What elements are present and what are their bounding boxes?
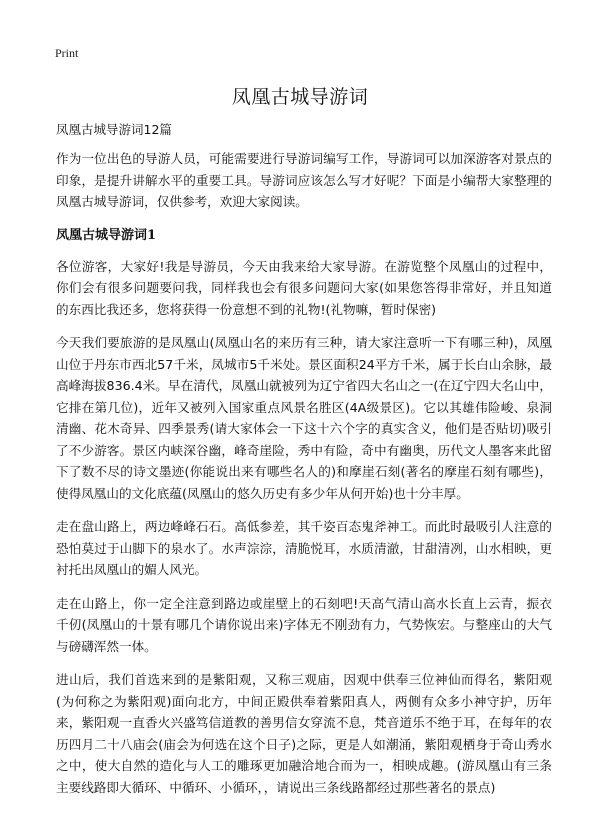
body-paragraph: 走在盘山路上，两边峰峰石石。高低参差，其千姿百态鬼斧神工。而此时最吸引人注意的恐怕莫过于山脚下的泉水了。水声淙淙，清脆悦耳，水质清澈，甘甜清冽，山水相映，更衬托出凤凰山的媚人风光。 [56, 519, 552, 577]
body-paragraph: 走在山路上，你一定全注意到路边或崖壁上的石刻吧!天高气清山高水长直上云青，振衣千仞(凤凰山的十景有哪几个请你说出来)字体无不刚劲有力，气势恢宏。与整座山的大气与磅礴浑然一体。 [56, 595, 552, 654]
intro-paragraph: 作为一位出色的导游人员，可能需要进行导游词编写工作，导游词可以加深游客对景点的印象，是提升讲解水平的重要工具。导游词应该怎么写才好呢？下面是小编帮大家整理的凤凰古城导游词，仅供参考，欢迎大家阅读。 [56, 151, 552, 209]
article-subtitle: 凤凰古城导游词12篇 [56, 122, 172, 137]
body-paragraph: 今天我们要旅游的是凤凰山(凤凰山名的来历有三种，请大家注意听一下有哪三种)，凤凰山位于丹东市西北57千米，凤城市5千米处。景区面积24平方千米，属于长白山余脉，最高峰海拔836.4米。早在清代，凤凰山就被列为辽宁省四大名山之一(在辽宁四大名山中，它排在第几位)，近年又被列入国家重点风景名胜区(4A级景区)。它以其雄伟险峻、泉洞清幽、花木奇异、四季景秀(请大家体会一下这十六个字的真实含义，他们是否贴切)吸引了不少游客。景区内峡深谷幽，峰奇崖险，秀中有险，奇中有幽奥，历代文人墨客来此留下了数不尽的诗文墨迹(你能说出来有哪些名人的)和摩崖石刻(著名的摩崖石刻有哪些)，使得凤凰山的文化底蕴(凤凰山的悠久历史有多少年从何开始)也十分丰厚。 [56, 335, 552, 501]
page-title: 凤凰古城导游词 [231, 86, 369, 108]
body-paragraph: 各位游客，大家好!我是导游员，今天由我来给大家导游。在游览整个凤凰山的过程中，你们会有很多问题要问我，同样我也会有很多问题问大家(如果您答得非常好，并且知道的东西比我还多，您将获得一份意想不到的礼物!(礼物嘛，暂时保密) [56, 258, 552, 317]
body-paragraph: 进山后，我们首选来到的是紫阳观，又称三观庙，因观中供奉三位神仙而得名，紫阳观(为何称之为紫阳观)面向北方，中间正殿供奉着紫阳真人，两侧有众多小神守护，历年来，紫阳观一直香火兴盛笃信道教的善男信女穿流不息，梵音道乐不绝于耳，在每年的农历四月二十八庙会(庙会为何选在这个日子)之际，更是人如潮涌，紫阳观栖身于奇山秀水之中，使大自然的造化与人工的雕琢更加融洽地合而为一，相映成趣。(游凤凰山有三条主要线路即大循环、中循环、小循环，，请说出三条线路都经过那些著名的景点) [56, 672, 552, 795]
article-body [56, 148, 552, 810]
print-link[interactable]: Print [55, 46, 79, 60]
section-heading: 凤凰古城导游词1 [56, 227, 157, 243]
